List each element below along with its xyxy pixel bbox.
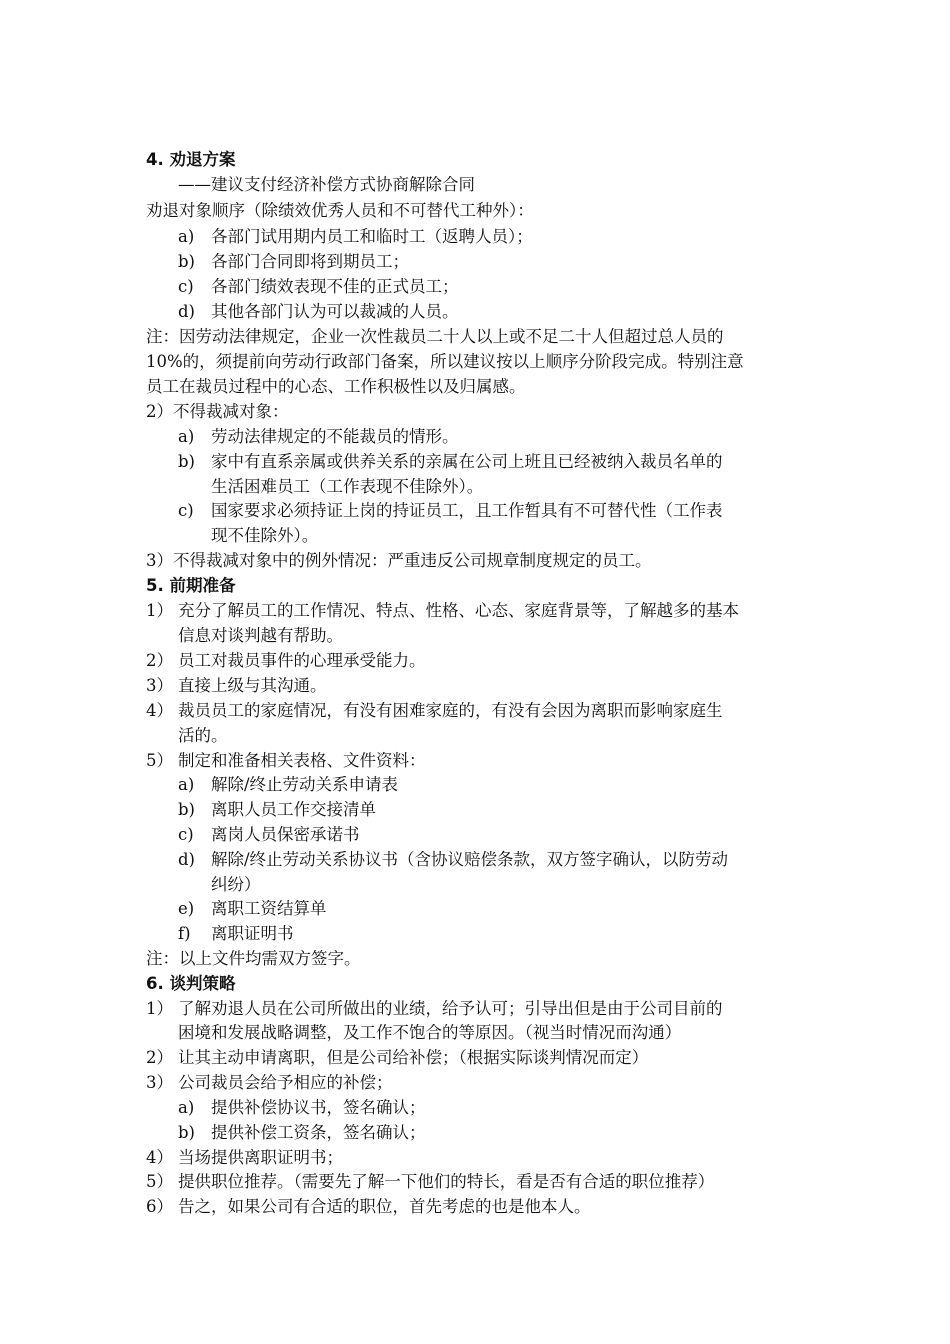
prep-item-marker: 2） [146, 651, 173, 670]
doc-item-marker: f) [178, 924, 191, 943]
note-line: 10%的，须提前向劳动行政部门备案，所以建议按以上顺序分阶段完成。特别注意 [146, 352, 744, 371]
doc-item-text: 离职证明书 [211, 924, 294, 943]
doc-item-marker: b) [178, 800, 195, 819]
strategy-item-marker: 2） [146, 1048, 173, 1067]
doc-item-marker: c) [178, 825, 194, 844]
prep-item-marker: 5） [146, 751, 173, 770]
prep-item-marker: 4） [146, 701, 173, 720]
prep-item-marker: 3） [146, 676, 173, 695]
prep-item-text: 裁员员工的家庭情况，有没有困难家庭的，有没有会因为离职而影响家庭生 [178, 701, 723, 720]
p2-item-marker: b) [178, 452, 195, 471]
strategy-sub-marker: b) [178, 1123, 195, 1142]
strategy-item-marker: 6） [146, 1197, 173, 1216]
doc-item-marker: e) [178, 899, 195, 918]
p2-item-text: 家中有直系亲属或供养关系的亲属在公司上班且已经被纳入裁员名单的 [211, 452, 723, 471]
order-item-marker: b) [178, 252, 195, 271]
section-5-heading: 5. 前期准备 [146, 576, 236, 595]
doc-item-text: 纠纷） [211, 875, 261, 894]
prep-item-text: 信息对谈判越有帮助。 [178, 626, 343, 645]
strategy-item-marker: 1） [146, 999, 173, 1018]
strategy-sub-text: 提供补偿协议书，签名确认； [211, 1098, 426, 1117]
p2-item-text: 生活困难员工（工作表现不佳除外）。 [211, 477, 484, 496]
order-title: 劝退对象顺序（除绩效优秀人员和不可替代工种外）： [146, 201, 534, 220]
strategy-item-text: 告之，如果公司有合适的职位，首先考虑的也是他本人。 [178, 1197, 591, 1216]
strategy-item-text: 当场提供离职证明书； [178, 1148, 343, 1167]
strategy-item-marker: 3） [146, 1073, 173, 1092]
prep-item-text: 活的。 [178, 726, 228, 745]
strategy-item-marker: 5） [146, 1172, 173, 1191]
order-item-text: 其他各部门认为可以裁减的人员。 [211, 302, 459, 321]
order-item-text: 各部门绩效表现不佳的正式员工； [211, 277, 459, 296]
order-item-text: 各部门试用期内员工和临时工（返聘人员）； [211, 227, 533, 246]
strategy-item-text: 困境和发展战略调整，及工作不饱合的等原因。（视当时情况而沟通） [178, 1023, 682, 1042]
doc-item-marker: d) [178, 850, 195, 869]
prep-item-text: 制定和准备相关表格、文件资料： [178, 751, 426, 770]
strategy-sub-marker: a) [178, 1098, 195, 1117]
strategy-item-text: 了解劝退人员在公司所做出的业绩，给予认可；引导出但是由于公司目前的 [178, 999, 723, 1018]
doc-item-text: 离岗人员保密承诺书 [211, 825, 360, 844]
p2-item-text: 劳动法律规定的不能裁员的情形。 [211, 427, 459, 446]
p2-item-marker: a) [178, 427, 195, 446]
p2-item-text: 现不佳除外）。 [211, 526, 319, 545]
strategy-item-text: 公司裁员会给予相应的补偿； [178, 1073, 393, 1092]
order-item-marker: d) [178, 302, 195, 321]
section-4-heading: 4. 劝退方案 [146, 150, 236, 169]
strategy-item-text: 让其主动申请离职，但是公司给补偿；（根据实际谈判情况而定） [178, 1048, 649, 1067]
order-item-marker: a) [178, 227, 195, 246]
doc-item-text: 解除/终止劳动关系协议书（含协议赔偿条款，双方签字确认，以防劳动 [211, 850, 729, 869]
note-line: 注：因劳动法律规定，企业一次性裁员二十人以上或不足二十人但超过总人员的 [146, 327, 724, 346]
strategy-sub-text: 提供补偿工资条，签名确认； [211, 1123, 426, 1142]
prep-item-marker: 1） [146, 601, 173, 620]
prep-item-text: 直接上级与其沟通。 [178, 676, 327, 695]
strategy-item-marker: 4） [146, 1148, 173, 1167]
note-line: 员工在裁员过程中的心态、工作积极性以及归属感。 [146, 377, 526, 396]
doc-item-text: 离职工资结算单 [211, 899, 327, 918]
order-item-marker: c) [178, 277, 194, 296]
doc-item-text: 离职人员工作交接清单 [211, 800, 376, 819]
order-item-text: 各部门合同即将到期员工； [211, 252, 409, 271]
section-5-note: 注：以上文件均需双方签字。 [146, 949, 361, 968]
p2-title: 2）不得裁减对象： [146, 402, 289, 421]
p3-line: 3）不得裁减对象中的例外情况：严重违反公司规章制度规定的员工。 [146, 551, 652, 570]
section-4-subtitle: ——建议支付经济补偿方式协商解除合同 [178, 175, 475, 194]
prep-item-text: 员工对裁员事件的心理承受能力。 [178, 651, 426, 670]
strategy-item-text: 提供职位推荐。（需要先了解一下他们的特长，看是否有合适的职位推荐） [178, 1172, 715, 1191]
p2-item-text: 国家要求必须持证上岗的持证员工，且工作暂具有不可替代性（工作表 [211, 501, 723, 520]
doc-item-text: 解除/终止劳动关系申请表 [211, 775, 399, 794]
p2-item-marker: c) [178, 501, 194, 520]
prep-item-text: 充分了解员工的工作情况、特点、性格、心态、家庭背景等，了解越多的基本 [178, 601, 739, 620]
section-6-heading: 6. 谈判策略 [146, 974, 236, 993]
doc-item-marker: a) [178, 775, 195, 794]
